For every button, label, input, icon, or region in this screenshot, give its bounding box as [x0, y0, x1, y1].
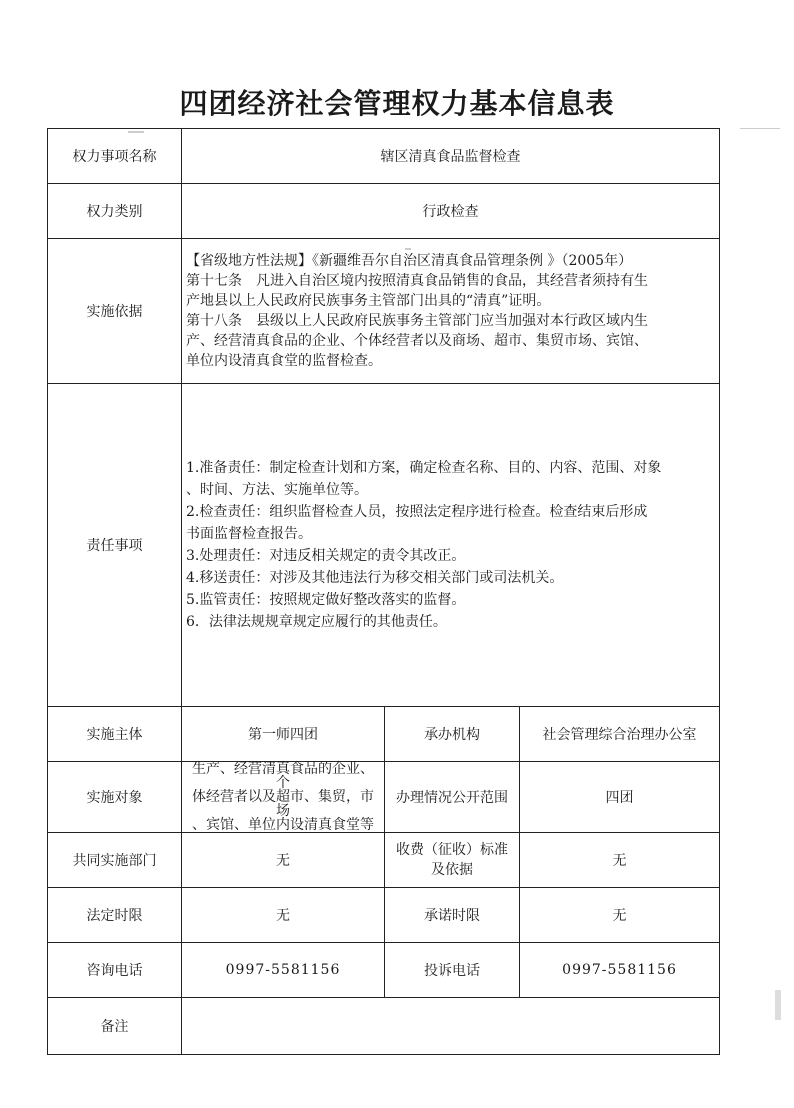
disclosure-value: 四团 [520, 762, 720, 833]
fee-label-line: 收费（征收）标准 [396, 842, 508, 858]
remark-label: 备注 [48, 998, 182, 1055]
table-row-remark [48, 998, 720, 1055]
fee-label-line: 及依据 [431, 862, 473, 878]
table-row-category [48, 184, 720, 239]
info-table [47, 128, 720, 1055]
table-row-subject [48, 707, 720, 762]
complaint-phone-value: 0997-5581156 [520, 943, 720, 998]
remark-value [182, 998, 720, 1055]
item-name-label: 权力事项名称 [48, 129, 182, 184]
basis-line: 第十七条 凡进入自治区境内按照清真食品销售的食品，其经营者须持有生 [186, 273, 648, 289]
target-line: 、宾馆、单位内设清真食堂等 [192, 817, 374, 833]
fee-label [385, 833, 520, 888]
table-row-phone [48, 943, 720, 998]
consult-phone-value: 0997-5581156 [182, 943, 385, 998]
table-row-basis [48, 239, 720, 384]
basis-line: 第十八条 县级以上人民政府民族事务主管部门应当加强对本行政区域内生 [186, 313, 648, 329]
dept-label: 共同实施部门 [48, 833, 182, 888]
responsibility-line: 、时间、方法、实施单位等。 [186, 482, 368, 498]
basis-line: 产、经营清真食品的企业、个体经营者以及商场、超市、集贸市场、宾馆、 [186, 333, 648, 349]
disclosure-label: 办理情况公开范围 [385, 762, 520, 833]
promise-limit-value: 无 [520, 888, 720, 943]
responsibility-text [182, 384, 720, 707]
responsibility-line: 书面监督检查报告。 [186, 526, 312, 542]
basis-line: 【省级地方性法规】《新疆维吾尔自治区清真食品管理条例 》（2005年） [186, 253, 633, 269]
dept-value: 无 [182, 833, 385, 888]
basis-line: 产地县以上人民政府民族事务主管部门出具的“清真”证明。 [186, 293, 551, 309]
target-line: 生产、经营清真食品的企业、个 [192, 761, 374, 791]
category-value: 行政检查 [182, 184, 720, 239]
fee-value: 无 [520, 833, 720, 888]
category-label: 权力类别 [48, 184, 182, 239]
page-title: 四团经济社会管理权力基本信息表 [179, 87, 615, 120]
responsibility-line: 1.准备责任：制定检查计划和方案，确定检查名称、目的、内容、范围、对象 [186, 460, 662, 476]
basis-label: 实施依据 [48, 239, 182, 384]
basis-text [182, 239, 720, 384]
responsibility-line: 4.移送责任：对涉及其他违法行为移交相关部门或司法机关。 [186, 570, 564, 586]
time-limit-label: 法定时限 [48, 888, 182, 943]
target-value [182, 762, 385, 833]
responsibility-label: 责任事项 [48, 384, 182, 707]
table-row-target [48, 762, 720, 833]
table-row-dept [48, 833, 720, 888]
basis-line: 单位内设清真食堂的监督检查。 [186, 353, 382, 369]
time-limit-value: 无 [182, 888, 385, 943]
target-line: 体经营者以及超市、集贸，市场 [192, 789, 374, 819]
table-row-time-limit [48, 888, 720, 943]
responsibility-line: 6．法律法规规章规定应履行的其他责任。 [186, 614, 447, 630]
responsibility-line: 2.检查责任：组织监督检查人员，按照法定程序进行检查。检查结束后形成 [186, 504, 648, 520]
table-row-responsibility [48, 384, 720, 707]
subject-label: 实施主体 [48, 707, 182, 762]
responsibility-line: 5.监管责任：按照规定做好整改落实的监督。 [186, 592, 466, 608]
scan-noise [775, 990, 781, 1020]
responsibility-line: 3.处理责任：对违反相关规定的责令其改正。 [186, 548, 466, 564]
organizer-value: 社会管理综合治理办公室 [520, 707, 720, 762]
subject-value: 第一师四团 [182, 707, 385, 762]
organizer-label: 承办机构 [385, 707, 520, 762]
consult-phone-label: 咨询电话 [48, 943, 182, 998]
scan-noise [740, 128, 780, 129]
promise-limit-label: 承诺时限 [385, 888, 520, 943]
table-row-item-name [48, 129, 720, 184]
target-label: 实施对象 [48, 762, 182, 833]
complaint-phone-label: 投诉电话 [385, 943, 520, 998]
item-name-value: 辖区清真食品监督检查 [182, 129, 720, 184]
